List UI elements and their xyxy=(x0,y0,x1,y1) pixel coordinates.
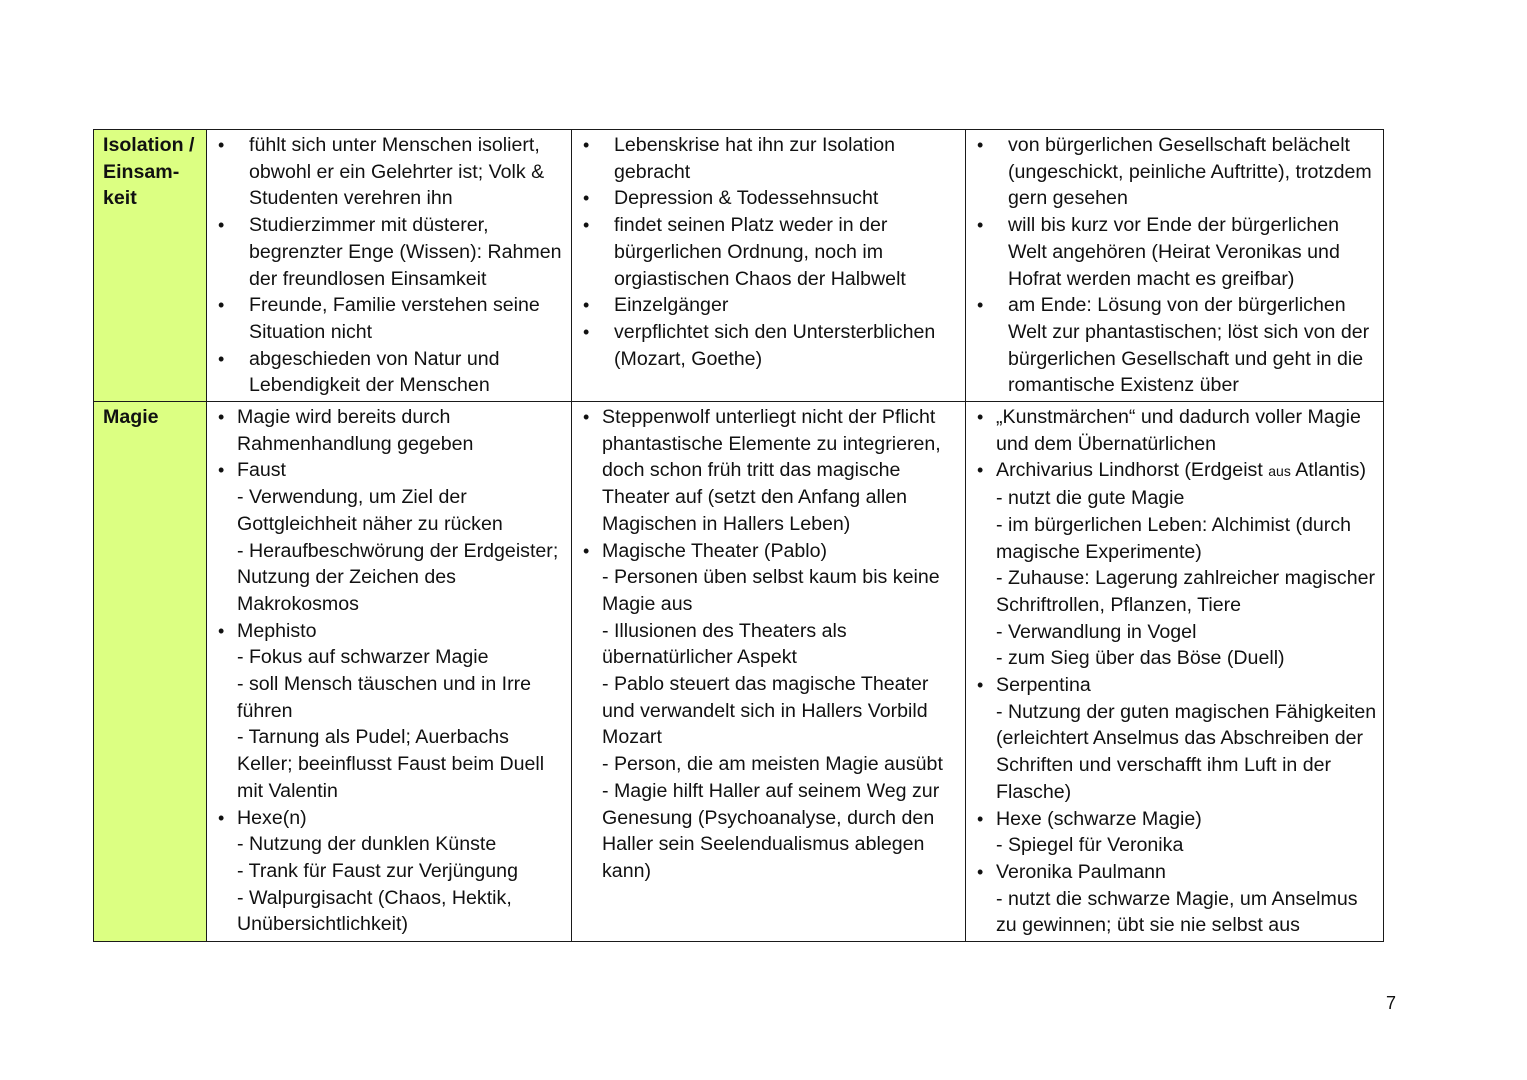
list-subitem: - Zuhause: Lagerung zahlreicher magischer Schriftrollen, Pflanzen, Tiere xyxy=(996,567,1376,616)
list-subitem: - Nutzung der guten magischen Fähigkeiten (erleichtert Anselmus das Abschreiben der Schriften und verschafft ihm Luft in der Flasche) xyxy=(996,700,1377,803)
list-subitem: - Pablo steuert das magische Theater und verwandelt sich in Hallers Vorbild Mozart xyxy=(602,673,929,749)
list-item xyxy=(580,538,959,885)
list-item: • Einzelgänger xyxy=(580,292,959,319)
list-item-head: Magie wird bereits durch Rahmenhandlung gegeben xyxy=(237,406,474,455)
table-row-isolation xyxy=(94,130,1384,402)
list-subitem: - Magie hilft Haller auf seinem Weg zur Genesung (Psychoanalyse, durch den Haller sein Seelendualismus ablegen kann) xyxy=(602,779,940,882)
list-item xyxy=(215,618,565,805)
list-subitem: - Personen üben selbst kaum bis keine Magie aus xyxy=(602,566,940,615)
list-item-head: Hexe (schwarze Magie) xyxy=(996,807,1202,830)
page-number: 7 xyxy=(1386,993,1397,1013)
list-item: • Depression & Todessehnsucht xyxy=(580,185,959,212)
isolation-col2-cell xyxy=(572,130,966,402)
list-subitem: - im bürgerlichen Leben: Alchimist (durch magische Experimente) xyxy=(996,513,1352,563)
magie-col1-cell xyxy=(207,402,572,942)
list-item: • Studierzimmer mit düsterer, begrenzter Enge (Wissen): Rahmen der freundlosen Einsamkeit xyxy=(215,212,565,292)
list-subitem: - Illusionen des Theaters als übernatürlicher Aspekt xyxy=(602,619,847,669)
list-item-head: Veronika Paulmann xyxy=(996,860,1166,883)
head-part: Archivarius Lindhorst (Erdgeist xyxy=(996,459,1269,482)
list-subitem: - Nutzung der dunklen Künste xyxy=(237,833,497,856)
list-subitem: - Person, die am meisten Magie ausübt xyxy=(602,753,943,776)
list-item: • will bis kurz vor Ende der bürgerlichen Welt angehören (Heirat Veronikas und Hofrat werden macht es greifbar) xyxy=(974,212,1377,292)
isolation-col3-list xyxy=(974,132,1377,399)
list-subitem: - Tarnung als Pudel; Auerbachs Keller; beeinflusst Faust beim Duell mit Valentin xyxy=(237,726,545,802)
list-item: • von bürgerlichen Gesellschaft belächelt (ungeschickt, peinliche Auftritte), trotzdem gern gesehen xyxy=(974,132,1377,212)
magie-col2-cell xyxy=(572,402,966,942)
comparison-table xyxy=(93,129,1384,942)
list-subitem: - nutzt die schwarze Magie, um Anselmus zu gewinnen; übt sie nie selbst aus xyxy=(996,887,1358,937)
list-subitem: - Verwendung, um Ziel der Gottgleichheit näher zu rücken xyxy=(237,486,503,535)
list-subitem: - Trank für Faust zur Verjüngung xyxy=(237,859,518,882)
isolation-col1-list xyxy=(215,132,565,399)
list-item xyxy=(974,806,1377,859)
table-row-magie xyxy=(94,402,1384,942)
isolation-col2-list xyxy=(580,132,959,372)
list-item xyxy=(580,404,959,538)
head-part-small: aus xyxy=(1268,463,1291,480)
list-item xyxy=(974,859,1377,939)
magie-col2-list xyxy=(580,404,959,885)
magie-col3-list xyxy=(974,404,1377,939)
list-subitem: - Fokus auf schwarzer Magie xyxy=(237,646,489,669)
list-item: • findet seinen Platz weder in der bürgerlichen Ordnung, noch im orgiastischen Chaos der Halbwelt xyxy=(580,212,959,292)
list-item xyxy=(974,404,1377,457)
isolation-col3-cell xyxy=(966,130,1384,402)
list-item-head xyxy=(996,459,1366,481)
list-item-head: Faust xyxy=(237,459,287,482)
isolation-col1-cell xyxy=(207,130,572,402)
list-item-head: Serpentina xyxy=(996,674,1091,697)
list-subitem: - Verwandlung in Vogel xyxy=(996,620,1197,643)
list-item: • Lebenskrise hat ihn zur Isolation gebracht xyxy=(580,132,959,185)
list-item-head: Steppenwolf unterliegt nicht der Pflicht phantastische Elemente zu integrieren, doch schon früh tritt das magische Theater auf (setzt den Anfang allen Magischen in Hallers Leben) xyxy=(602,406,941,535)
magie-col1-list xyxy=(215,404,565,938)
list-item xyxy=(215,404,565,457)
list-item-head: „Kunstmärchen“ und dadurch voller Magie und dem Übernatürlichen xyxy=(996,406,1361,455)
list-subitem: - nutzt die gute Magie xyxy=(996,487,1185,510)
list-item: • fühlt sich unter Menschen isoliert, obwohl er ein Gelehrter ist; Volk & Studenten verehren ihn xyxy=(215,132,565,212)
list-item xyxy=(974,672,1377,806)
list-item: • verpflichtet sich den Untersterblichen (Mozart, Goethe) xyxy=(580,319,959,372)
list-item: • abgeschieden von Natur und Lebendigkeit der Menschen xyxy=(215,346,565,399)
list-item xyxy=(215,457,565,617)
list-item xyxy=(974,457,1377,672)
list-subitem: - Walpurgisacht (Chaos, Hektik, Unübersichtlichkeit) xyxy=(237,886,512,936)
head-part: Atlantis) xyxy=(1290,459,1366,482)
list-item: • Freunde, Familie verstehen seine Situation nicht xyxy=(215,292,565,345)
list-item-head: Mephisto xyxy=(237,619,317,642)
list-item xyxy=(215,805,565,939)
list-subitem: - Heraufbeschwörung der Erdgeister; Nutzung der Zeichen des Makrokosmos xyxy=(237,539,559,615)
row-label-isolation: Isolation / Einsam- keit xyxy=(94,130,207,402)
magie-col3-cell xyxy=(966,402,1384,942)
list-item: • am Ende: Lösung von der bürgerlichen Welt zur phantastischen; löst sich von der bürgerlichen Gesellschaft und geht in die romantische Existenz über xyxy=(974,292,1377,399)
list-subitem: - Spiegel für Veronika xyxy=(996,834,1184,857)
row-label-magie: Magie xyxy=(94,402,207,942)
list-item-head: Hexe(n) xyxy=(237,806,307,829)
list-subitem: - zum Sieg über das Böse (Duell) xyxy=(996,647,1285,670)
list-subitem: - soll Mensch täuschen und in Irre führen xyxy=(237,673,532,722)
list-item-head: Magische Theater (Pablo) xyxy=(602,539,828,562)
